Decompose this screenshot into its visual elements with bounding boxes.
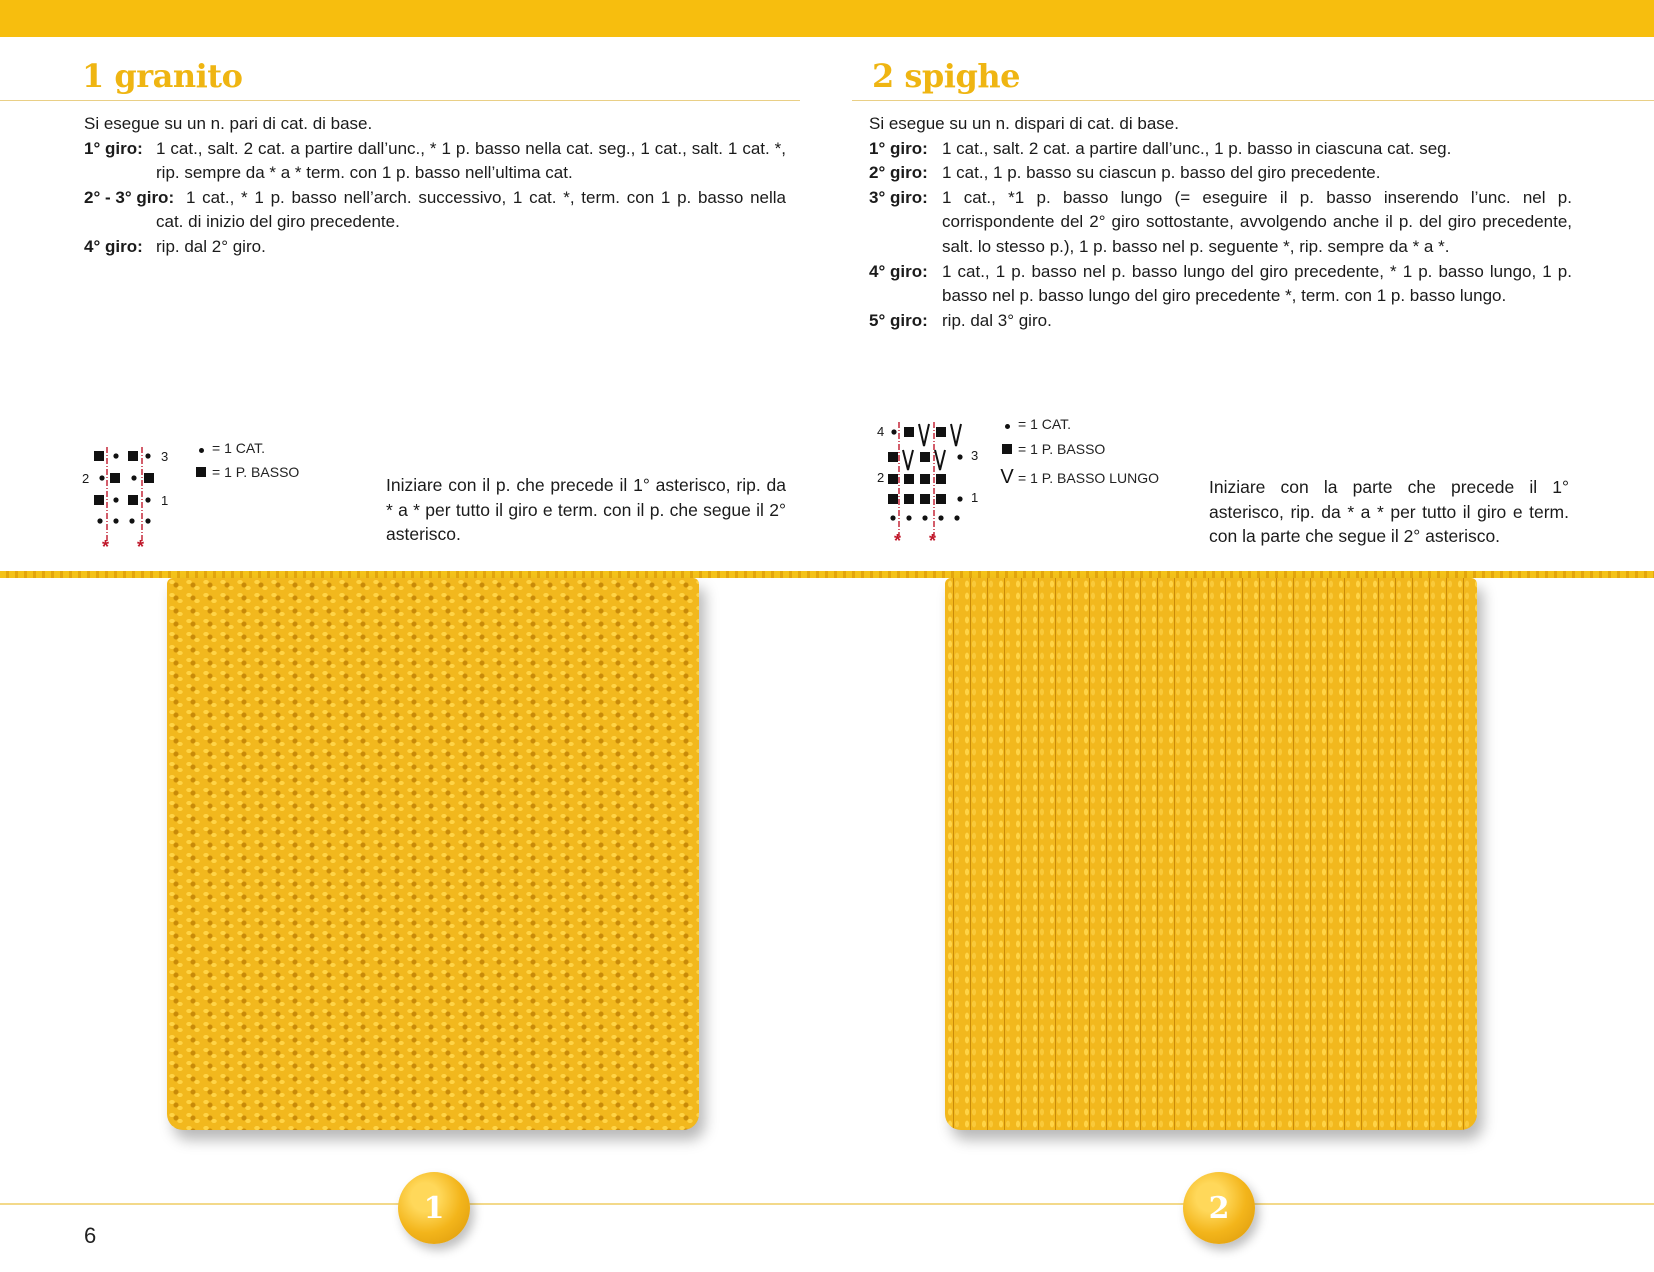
instruction-row bbox=[84, 137, 786, 186]
swatch-spighe bbox=[945, 578, 1477, 1130]
stitch-diagram-granito bbox=[80, 445, 180, 555]
ball-number: 2 bbox=[1208, 1190, 1230, 1226]
stitch-title-spighe: 2 spighe bbox=[872, 57, 1020, 95]
row-text: rip. dal 2° giro. bbox=[156, 236, 266, 256]
repeat-note-spighe: Iniziare con la parte che precede il 1° asterisco, rip. da * a * per tutto il giro e term. con la parte che segue il 2° asterisco. bbox=[1209, 477, 1569, 546]
long-single-crochet-v-icon: V bbox=[1000, 466, 1014, 488]
row-number: 1 bbox=[161, 493, 169, 508]
instructions-granito bbox=[84, 112, 786, 260]
row-text: rip. dal 3° giro. bbox=[942, 310, 1052, 330]
title-rule-right bbox=[852, 100, 1654, 101]
yarn-ball-number-1 bbox=[398, 1172, 470, 1244]
instruction-row bbox=[869, 260, 1572, 309]
instruction-row bbox=[869, 161, 1572, 186]
row-text: 1 cat., 1 p. basso nel p. basso lungo del giro precedente, * 1 p. basso lungo, 1 p. basso nel p. basso lungo del giro precedente *, term. con 1 p. basso lungo. bbox=[942, 261, 1572, 306]
row-label: 1° giro: bbox=[869, 138, 928, 158]
row-number: 1 bbox=[971, 490, 979, 505]
instruction-row bbox=[869, 186, 1572, 260]
row-label: 5° giro: bbox=[869, 310, 928, 330]
instruction-row bbox=[869, 309, 1572, 334]
row-label: 3° giro: bbox=[869, 187, 928, 207]
row-number: 3 bbox=[971, 448, 979, 463]
legend-granito bbox=[190, 440, 350, 490]
repeat-asterisk: * bbox=[929, 531, 937, 551]
legend-spighe bbox=[996, 416, 1196, 496]
single-crochet-square-icon bbox=[196, 467, 206, 477]
chain-dot-icon bbox=[199, 448, 204, 453]
yarn-strand bbox=[0, 571, 1654, 578]
row-text: 1 cat., * 1 p. basso nell’arch. successivo, 1 cat. *, term. con 1 p. basso nella cat. di inizio del giro precedente. bbox=[156, 187, 786, 232]
repeat-note-granito: Iniziare con il p. che precede il 1° asterisco, rip. da * a * per tutto il giro e term. con il p. che segue il 2° asterisco. bbox=[386, 475, 786, 544]
repeat-asterisk: * bbox=[894, 531, 902, 551]
row-number: 4 bbox=[877, 424, 885, 439]
instruction-row bbox=[84, 186, 786, 235]
row-number: 3 bbox=[161, 449, 169, 464]
legend-basso: = 1 P. BASSO bbox=[212, 464, 300, 480]
top-yellow-band bbox=[0, 0, 1654, 37]
chain-dot-icon bbox=[1005, 424, 1010, 429]
row-label: 4° giro: bbox=[869, 261, 928, 281]
row-text: 1 cat., salt. 2 cat. a partire dall’unc., 1 p. basso in ciascuna cat. seg. bbox=[942, 138, 1452, 158]
repeat-asterisk: * bbox=[137, 537, 145, 557]
row-label: 4° giro: bbox=[84, 236, 143, 256]
legend-cat: = 1 CAT. bbox=[212, 440, 266, 456]
yarn-ball-number-2 bbox=[1183, 1172, 1255, 1244]
legend-lungo: = 1 P. BASSO LUNGO bbox=[1018, 469, 1159, 486]
legend-cat: = 1 CAT. bbox=[1018, 416, 1072, 432]
stitch-diagram-spighe bbox=[874, 420, 984, 550]
row-label: 2° - 3° giro: bbox=[84, 187, 175, 207]
row-text: 1 cat., salt. 2 cat. a partire dall’unc., * 1 p. basso nella cat. seg., 1 cat., salt. 1 cat. *, rip. sempre da * a * term. con 1 p. basso nell’ultima cat. bbox=[156, 138, 786, 183]
row-text: 1 cat., *1 p. basso lungo (= eseguire il p. basso inserendo l’unc. nel p. corrispondente del 2° giro sottostante, avvolgendo anche il p. del giro precedente, salt. lo stesso p.), 1 p. basso nel p. seguente *, rip. sempre da * a *. bbox=[942, 187, 1572, 256]
legend-basso: = 1 P. BASSO bbox=[1018, 441, 1106, 457]
ball-number: 1 bbox=[423, 1190, 445, 1226]
instructions-spighe bbox=[869, 112, 1572, 333]
swatch-granito bbox=[167, 578, 699, 1130]
row-number: 2 bbox=[82, 471, 90, 486]
single-crochet-square-icon bbox=[1002, 444, 1012, 454]
row-text: 1 cat., 1 p. basso su ciascun p. basso del giro precedente. bbox=[942, 163, 1381, 183]
bottom-rule bbox=[0, 1203, 1654, 1205]
row-number: 2 bbox=[877, 470, 885, 485]
page-number: 6 bbox=[84, 1223, 97, 1248]
instructions-intro: Si esegue su un n. pari di cat. di base. bbox=[84, 114, 373, 133]
row-label: 1° giro: bbox=[84, 138, 143, 158]
repeat-asterisk: * bbox=[102, 537, 110, 557]
row-label: 2° giro: bbox=[869, 163, 928, 183]
instruction-row bbox=[84, 235, 786, 260]
instruction-row bbox=[869, 137, 1572, 162]
instructions-intro: Si esegue su un n. dispari di cat. di base. bbox=[869, 114, 1179, 133]
stitch-title-granito: 1 granito bbox=[82, 57, 243, 95]
title-rule-left bbox=[0, 100, 800, 101]
